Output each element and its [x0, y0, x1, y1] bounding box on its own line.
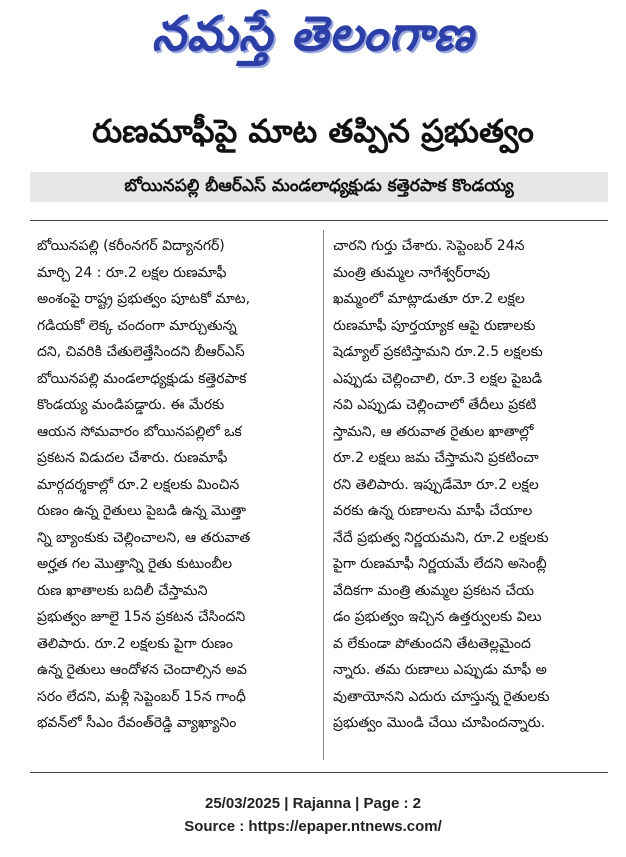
article-text-line: బోయినపల్లి (కరీంనగర్ విద్యానగర్) [37, 238, 225, 254]
article-text-line: బోయినపల్లి మండలాధ్యక్షుడు కత్తెరపాక [37, 370, 247, 387]
article-text-line: దని, చివరికి చేతులెత్తేసిందని బీఆర్ఎస్ [37, 344, 245, 360]
article-text-line: రుణం ఉన్న రైతులు పైబడి ఉన్న మొత్తా [37, 503, 246, 519]
article-text-line: స్తామని, ఆ తరువాత రైతుల ఖాతాల్లో [333, 423, 534, 440]
article-column-right [333, 233, 615, 737]
article-text-line: రని తెలిపారు. ఇప్పుడేమో రూ.2 లక్షల [333, 476, 539, 493]
column-divider [323, 230, 324, 760]
article-text-line: పైగా రుణమాఫీ నిర్ణయమే లేదని అసెంబ్లీ [333, 556, 547, 572]
article-text-line: వేదికగా మంత్రి తుమ్మల ప్రకటన చేయ [333, 582, 535, 599]
article-text-line: ఉన్న రైతులు ఆందోళన చెందాల్సిన అవ [37, 662, 247, 678]
article-text-line: అర్హత గల మొత్తాన్ని రైతు కుటుంబీల [37, 556, 233, 572]
article-text-line: అంశంపై రాష్ట్ర ప్రభుత్వం పూటకో మాట, [37, 291, 251, 307]
article-text-line: షెడ్యూల్ ప్రకటిస్తామని రూ.2.5 లక్షలకు [333, 344, 543, 360]
article-text-line: న్ని బ్యాంకుకు చెల్లించాలని, ఆ తరువాత [37, 529, 251, 546]
article-text-line: గడియకో లెక్క చందంగా మార్చుతున్న [37, 317, 237, 334]
article-text-line: ఎప్పుడు చెల్లించాలి, రూ.3 లక్షల పైబడి [333, 370, 543, 387]
bottom-divider [30, 772, 608, 773]
masthead [0, 0, 626, 78]
article-text-line: ప్రభుత్వం మొండి చేయి చూపిందన్నారు. [333, 715, 546, 731]
article-column-left [37, 233, 319, 737]
article-text-line: వ లేకుండా పోతుందని తేటతెల్లమైంద [333, 635, 531, 652]
article-text-line: భవన్‌లో సీఎం రేవంత్‌రెడ్డి వ్యాఖ్యానిం [37, 715, 237, 731]
article-text-line: మార్చి 24 : రూ.2 లక్షల రుణమాఫీ [37, 264, 227, 281]
article-text-line: ప్రకటన విడుదల చేశారు. రుణమాఫీ [37, 450, 228, 466]
article-text-line: న్నారు. తమ రుణాలు ఎప్పుడు మాఫీ అ [333, 662, 547, 678]
footer-date-line: 25/03/2025 | Rajanna | Page : 2 [204, 795, 421, 812]
article-text-line: డం ప్రభుత్వం ఇచ్చిన ఉత్తర్వులకు విలు [333, 609, 542, 625]
article-subheadline: బోయినపల్లి బీఆర్ఎస్ మండలాధ్యక్షుడు కత్తెరపాక కొండయ్య [124, 176, 514, 196]
article-text-line: నవి ఎప్పుడు చెల్లించాలో తేదీలు ప్రకటి [333, 397, 537, 413]
article-text-line: మంత్రి తుమ్మల నాగేశ్వర్‌రావు [333, 264, 490, 281]
article-text-line: నేదే ప్రభుత్వ నిర్ణయమని, రూ.2 లక్షలకు [333, 529, 549, 546]
article-text-line: మార్గదర్శకాల్లో రూ.2 లక్షలకు మించిన [37, 476, 240, 493]
article-text-line: రూ.2 లక్షలు జమ చేస్తామని ప్రకటించా [333, 450, 539, 466]
article-text-line: వుతాయోనని ఎదురు చూస్తున్న రైతులకు [333, 688, 550, 705]
masthead-logo: నమస్తే తెలంగాణ [151, 6, 475, 62]
article-text-line: రుణ ఖాతాలకు బదిలీ చేస్తామని [37, 582, 208, 599]
article-text-line: ఖమ్మంలో మాట్లాడుతూ రూ.2 లక్షల [333, 291, 525, 307]
article-text-line: తెలిపారు. రూ.2 లక్షలకు పైగా రుణం [37, 635, 233, 652]
article-text-line: రుణమాఫీ పూర్తయ్యాక ఆపై రుణాలకు [333, 317, 536, 334]
article-text-line: సరం లేదని, మళ్లీ సెప్టెంబర్ 15న గాంధీ [37, 688, 246, 705]
article-text-line: ఆయన సోమవారం బోయినపల్లిలో ఒక [37, 423, 242, 440]
article-headline: రుణమాఫీపై మాట తప్పిన ప్రభుత్వం [92, 112, 534, 150]
article-text-line: చారని గుర్తు చేశారు. సెప్టెంబర్ 24న [333, 238, 525, 254]
footer-source-line: Source : https://epaper.ntnews.com/ [184, 818, 442, 835]
article-text-line: వరకు ఉన్న రుణాలను మాఫీ చేయాల [333, 503, 533, 519]
article-text-line: కొండయ్య మండిపడ్డారు. ఈ మేరకు [37, 397, 225, 413]
top-divider [30, 220, 608, 221]
subheadline-bar [30, 172, 608, 202]
article-text-line: ప్రభుత్వం జూలై 15న ప్రకటన చేసిందని [37, 609, 246, 625]
